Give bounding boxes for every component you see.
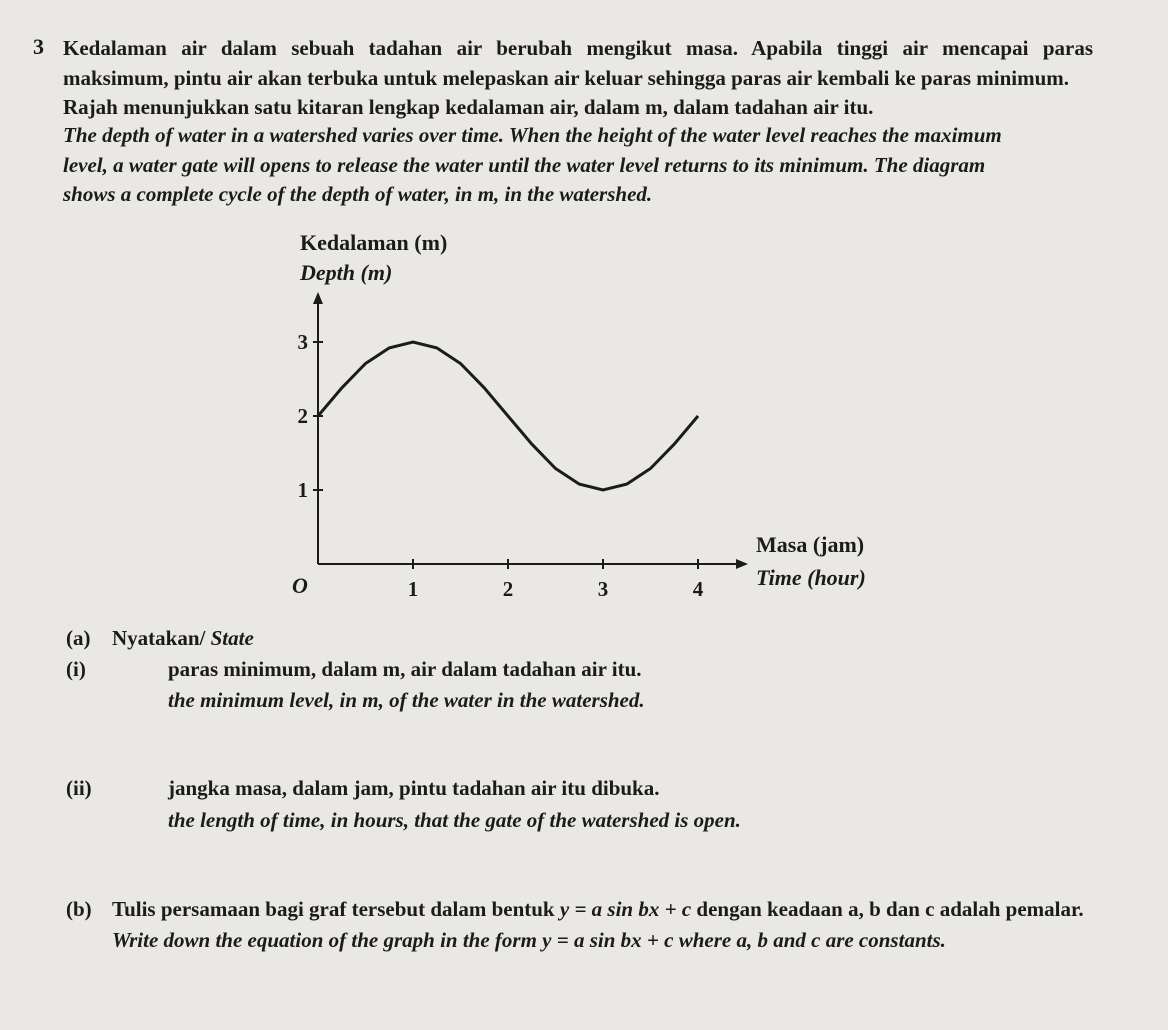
question-text-malay	[63, 34, 1093, 123]
y-axis-arrow	[313, 292, 323, 304]
malay-line-1: Kedalaman air dalam sebuah tadahan air berubah mengikut masa. Apabila tinggi air mencapai paras	[63, 36, 1093, 60]
part-a-ii-label: (ii)	[66, 776, 92, 800]
y-axis-label-english: Depth (m)	[300, 260, 393, 285]
y-tick-label: 3	[297, 330, 308, 354]
part-a-i-label: (i)	[66, 657, 86, 681]
part-b-malay	[112, 897, 1084, 922]
part-a-heading-english: State	[210, 626, 254, 650]
x-ticks	[408, 559, 704, 601]
depth-time-graph	[270, 220, 900, 610]
part-a-ii-malay: jangka masa, dalam jam, pintu tadahan air itu dibuka.	[168, 776, 660, 800]
part-b-equation-malay: y = a sin bx + c	[559, 897, 692, 921]
malay-line-2: maksimum, pintu air akan terbuka untuk melepaskan air keluar sehingga paras air kembali ke paras minimum.	[63, 65, 1070, 90]
x-axis-arrow	[736, 559, 748, 569]
x-axis-label-malay: Masa (jam)	[756, 532, 865, 557]
y-tick-label: 2	[297, 404, 308, 428]
part-a-i-english: the minimum level, in m, of the water in the watershed.	[168, 688, 645, 712]
depth-curve	[318, 342, 698, 490]
english-line-1: The depth of water in a watershed varies over time. When the height of the water level reaches the maximum	[63, 123, 1002, 147]
part-b-malay-after: dengan keadaan a, b dan c adalah pemalar.	[696, 897, 1084, 921]
part-b-malay-before: Tulis persamaan bagi graf tersebut dalam bentuk	[112, 897, 555, 921]
question-text-english	[63, 121, 1093, 210]
x-tick-label: 1	[407, 577, 419, 601]
english-line-2: level, a water gate will opens to release the water until the water level returns to its minimum. The diagram	[63, 152, 986, 177]
question-number: 3	[33, 34, 44, 59]
part-a-i-malay: paras minimum, dalam m, air dalam tadahan air itu.	[168, 657, 642, 681]
x-tick-label: 3	[597, 577, 609, 601]
malay-line-3: Rajah menunjukkan satu kitaran lengkap kedalaman air, dalam m, dalam tadahan air itu.	[63, 95, 874, 119]
part-b-equation-english: y = a sin bx + c	[542, 928, 674, 952]
part-a-ii-english: the length of time, in hours, that the gate of the watershed is open.	[168, 808, 741, 832]
part-b-label: (b)	[66, 897, 92, 921]
part-b-english-before: Write down the equation of the graph in the form	[112, 928, 537, 952]
english-line-3: shows a complete cycle of the depth of water, in m, in the watershed.	[63, 182, 653, 206]
part-b-english-after: where a, b and c are constants.	[678, 928, 946, 952]
origin-label: O	[292, 573, 308, 598]
x-tick-label: 2	[502, 577, 514, 601]
x-axis-label-english: Time (hour)	[756, 565, 866, 590]
y-axis-label-malay: Kedalaman (m)	[300, 230, 448, 255]
part-a-label: (a)	[66, 626, 91, 650]
part-a-heading	[112, 626, 254, 651]
part-b-english	[112, 928, 946, 953]
part-a-heading-malay: Nyatakan/	[112, 626, 206, 650]
x-tick-label: 4	[692, 577, 704, 601]
y-tick-label: 1	[297, 478, 308, 502]
